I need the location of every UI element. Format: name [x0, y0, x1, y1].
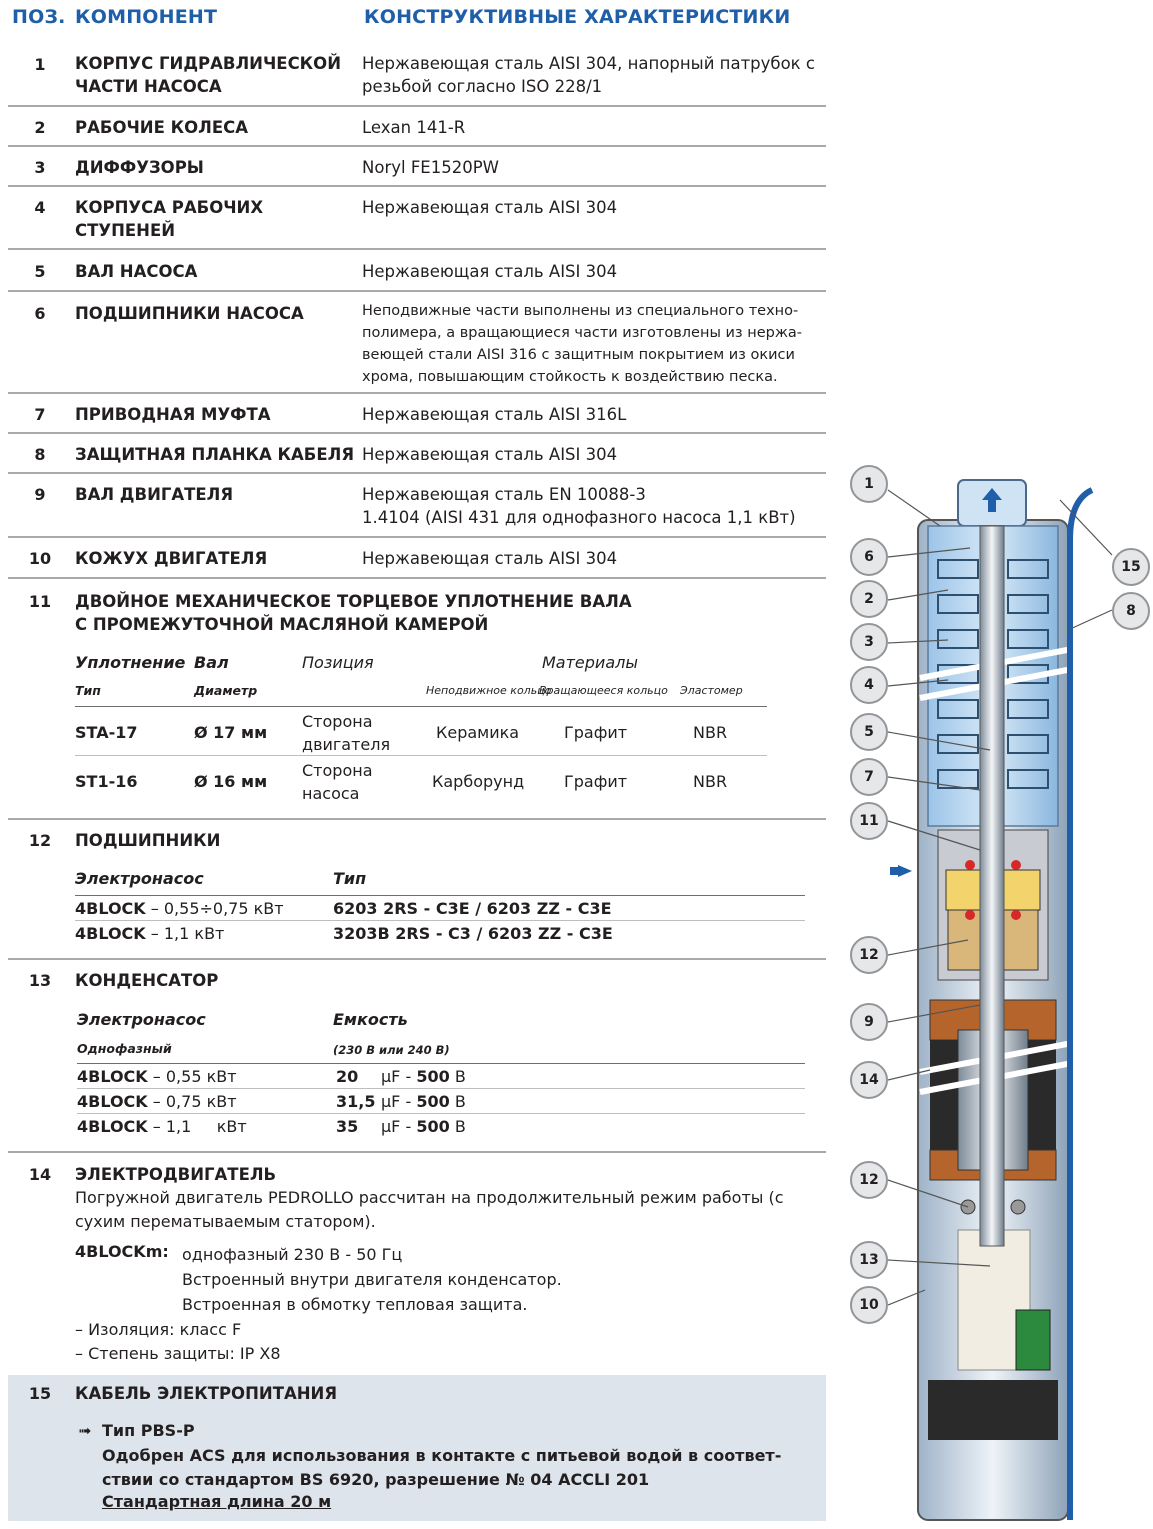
callout-marker: 12: [850, 936, 888, 974]
row-description: Noryl FE1520PW: [362, 158, 499, 177]
callout-marker: 10: [850, 1286, 888, 1324]
row-number: 3: [34, 158, 46, 177]
row-number: 11: [28, 592, 52, 611]
seal-divider: [75, 706, 767, 707]
seal-rotating-ring: Графит: [564, 723, 628, 742]
callout-marker: 6: [850, 538, 888, 576]
callout-marker: 7: [850, 758, 888, 796]
cable-arrow-icon: ➟: [78, 1421, 92, 1440]
row-number: 7: [34, 405, 46, 424]
seal-diameter: Ø 16 мм: [194, 772, 268, 791]
seal-header-position: Позиция: [302, 653, 374, 672]
row-component: ДВОЙНОЕ МЕХАНИЧЕСКОЕ ТОРЦЕВОЕ УПЛОТНЕНИЕ ВАЛА С ПРОМЕЖУТОЧНОЙ МАСЛЯНОЙ КАМЕРОЙ: [75, 592, 632, 634]
capacitor-model: 4BLOCK – 0,55 кВт: [77, 1067, 237, 1086]
row-number: 8: [34, 445, 46, 464]
row-description: Нержавеющая сталь AISI 304: [362, 262, 618, 281]
motor-model: 4BLOCKm:: [75, 1242, 169, 1261]
spec-row-1: [8, 50, 826, 107]
seal-position: Сторона двигателя: [302, 712, 391, 754]
row-number: 13: [28, 971, 52, 990]
bearings-model: 4BLOCK – 1,1 кВт: [75, 924, 225, 943]
seal-fixed-ring: Керамика: [436, 723, 520, 742]
row-component: КАБЕЛЬ ЭЛЕКТРОПИТАНИЯ: [75, 1384, 338, 1403]
seal-fixed-ring: Карборунд: [432, 772, 525, 791]
bearings-divider: [75, 920, 805, 921]
callout-marker: 8: [1112, 592, 1150, 630]
seal-divider: [75, 755, 767, 756]
spec-row-11: [8, 579, 826, 820]
row-description: Неподвижные части выполнены из специального техно- полимера, а вращающиеся части изготовлены из нержа- веющей стали AISI 316 с защитным покрытием из окиси хрома, повышающим стойкость к воздействию песка.: [362, 303, 803, 385]
row-component: КОРПУСА РАБОЧИХ СТУПЕНЕЙ: [75, 198, 264, 240]
seal-diameter: Ø 17 мм: [194, 723, 268, 742]
seal-header-rotating: Вращающееся кольцо: [539, 684, 668, 697]
capacitor-divider: [77, 1088, 805, 1089]
capacitor-divider: [77, 1063, 805, 1064]
row-component: ДИФФУЗОРЫ: [75, 158, 204, 177]
seal-type: STA-17: [75, 723, 138, 742]
header-characteristics: КОНСТРУКТИВНЫЕ ХАРАКТЕРИСТИКИ: [364, 6, 791, 28]
cable-description: Одобрен ACS для использования в контакте с питьевой водой в соответ- ствии со стандартом BS 6920, разрешение № 04 ACCLI 201: [102, 1446, 782, 1489]
capacitor-value: 35 µF - 500 В: [336, 1117, 466, 1136]
seal-elastomer: NBR: [693, 772, 728, 791]
capacitor-value: 31,5 µF - 500 В: [336, 1092, 466, 1111]
row-number: 5: [34, 262, 46, 281]
spec-row-15: [8, 1375, 826, 1521]
callout-marker: 4: [850, 666, 888, 704]
seal-header-seal: Уплотнение: [75, 653, 186, 672]
callout-marker: 14: [850, 1061, 888, 1099]
row-description: Нержавеющая сталь AISI 304, напорный патрубок с резьбой согласно ISO 228/1: [362, 54, 815, 96]
callout-marker: 1: [850, 465, 888, 503]
row-description: Нержавеющая сталь AISI 316L: [362, 405, 627, 424]
bearings-header-type: Тип: [333, 869, 367, 888]
row-component: ПОДШИПНИКИ НАСОСА: [75, 304, 304, 323]
callout-marker: 12: [850, 1161, 888, 1199]
callout-marker: 13: [850, 1241, 888, 1279]
row-description: Lexan 141-R: [362, 118, 466, 137]
spec-row-13: [8, 960, 826, 1153]
callout-marker: 9: [850, 1003, 888, 1041]
seal-type: ST1-16: [75, 772, 138, 791]
row-description: Нержавеющая сталь AISI 304: [362, 549, 618, 568]
motor-description: Погружной двигатель PEDROLLO рассчитан на продолжительный режим работы (с сухим перематываемым статором).: [75, 1188, 784, 1231]
callout-marker: 5: [850, 713, 888, 751]
seal-header-type: Тип: [75, 683, 101, 698]
spec-row-12: [8, 820, 826, 960]
row-component: КОРПУС ГИДРАВЛИЧЕСКОЙ ЧАСТИ НАСОСА: [75, 54, 341, 96]
row-component: РАБОЧИЕ КОЛЕСА: [75, 118, 248, 137]
seal-header-shaft: Вал: [194, 653, 229, 672]
spec-row-14: [8, 1153, 826, 1375]
callout-marker: 3: [850, 623, 888, 661]
capacitor-header-single: Однофазный: [77, 1041, 172, 1056]
seal-rotating-ring: Графит: [564, 772, 628, 791]
row-component: ПРИВОДНАЯ МУФТА: [75, 405, 271, 424]
row-component: ВАЛ ДВИГАТЕЛЯ: [75, 485, 234, 504]
row-component: ВАЛ НАСОСА: [75, 262, 198, 281]
spec-row-7: [8, 394, 826, 434]
spec-row-5: [8, 250, 826, 292]
spec-row-8: [8, 434, 826, 474]
callout-marker: 15: [1112, 548, 1150, 586]
capacitor-value: 20 µF - 500 В: [336, 1067, 466, 1086]
motor-specs: однофазный 230 В - 50 Гц Встроенный внутри двигателя конденсатор. Встроенная в обмотку тепловая защита.: [182, 1245, 562, 1314]
capacitor-header-pump: Электронасос: [77, 1010, 206, 1029]
row-description: Нержавеющая сталь AISI 304: [362, 445, 618, 464]
row-number: 10: [28, 549, 52, 568]
spec-row-9: [8, 474, 826, 538]
bearings-type: 6203 2RS - C3E / 6203 ZZ - C3E: [333, 899, 612, 918]
spec-row-2: [8, 107, 826, 147]
row-component: ЗАЩИТНАЯ ПЛАНКА КАБЕЛЯ: [75, 445, 355, 464]
pump-cross-section-diagram: [830, 460, 1150, 1525]
motor-protection: – Степень защиты: IP X8: [75, 1344, 281, 1363]
bearings-type: 3203B 2RS - C3 / 6203 ZZ - C3E: [333, 924, 613, 943]
row-number: 14: [28, 1165, 52, 1184]
row-description: Нержавеющая сталь EN 10088-3 1.4104 (AISI 431 для однофазного насоса 1,1 кВт): [362, 485, 796, 527]
header-pos: ПОЗ.: [12, 6, 66, 28]
row-number: 6: [34, 304, 46, 323]
row-number: 1: [34, 55, 46, 74]
cable-type: Тип PBS-P: [102, 1421, 195, 1440]
row-component: ЭЛЕКТРОДВИГАТЕЛЬ: [75, 1165, 277, 1184]
row-component: КОНДЕНСАТОР: [75, 971, 219, 990]
capacitor-header-capacity: Емкость: [333, 1010, 408, 1029]
row-number: 4: [34, 198, 46, 217]
row-description: Нержавеющая сталь AISI 304: [362, 198, 618, 217]
row-number: 2: [34, 118, 46, 137]
spec-row-10: [8, 538, 826, 579]
bearings-header-pump: Электронасос: [75, 869, 204, 888]
seal-header-elastomer: Эластомер: [680, 684, 743, 697]
bearings-model: 4BLOCK – 0,55÷0,75 кВт: [75, 899, 284, 918]
header-component: КОМПОНЕНТ: [75, 6, 218, 28]
seal-position: Сторона насоса: [302, 761, 373, 803]
row-number: 9: [34, 485, 46, 504]
bearings-divider: [75, 895, 805, 896]
capacitor-model: 4BLOCK – 1,1 кВт: [77, 1117, 247, 1136]
seal-header-fixed: Неподвижное кольцо: [426, 684, 552, 697]
spec-row-3: [8, 147, 826, 187]
motor-insulation: – Изоляция: класс F: [75, 1320, 242, 1339]
cable-length: Стандартная длина 20 м: [102, 1492, 332, 1511]
capacitor-model: 4BLOCK – 0,75 кВт: [77, 1092, 237, 1111]
capacitor-header-voltage: (230 В или 240 В): [333, 1043, 450, 1057]
callout-marker: 11: [850, 802, 888, 840]
spec-row-4: [8, 187, 826, 250]
row-number: 12: [28, 831, 52, 850]
seal-elastomer: NBR: [693, 723, 728, 742]
seal-header-materials: Материалы: [542, 653, 638, 672]
seal-header-diameter: Диаметр: [194, 683, 258, 698]
capacitor-divider: [77, 1113, 805, 1114]
spec-row-6: [8, 292, 826, 394]
row-component: КОЖУХ ДВИГАТЕЛЯ: [75, 549, 268, 568]
row-number: 15: [28, 1384, 52, 1403]
row-component: ПОДШИПНИКИ: [75, 831, 221, 850]
callout-marker: 2: [850, 580, 888, 618]
